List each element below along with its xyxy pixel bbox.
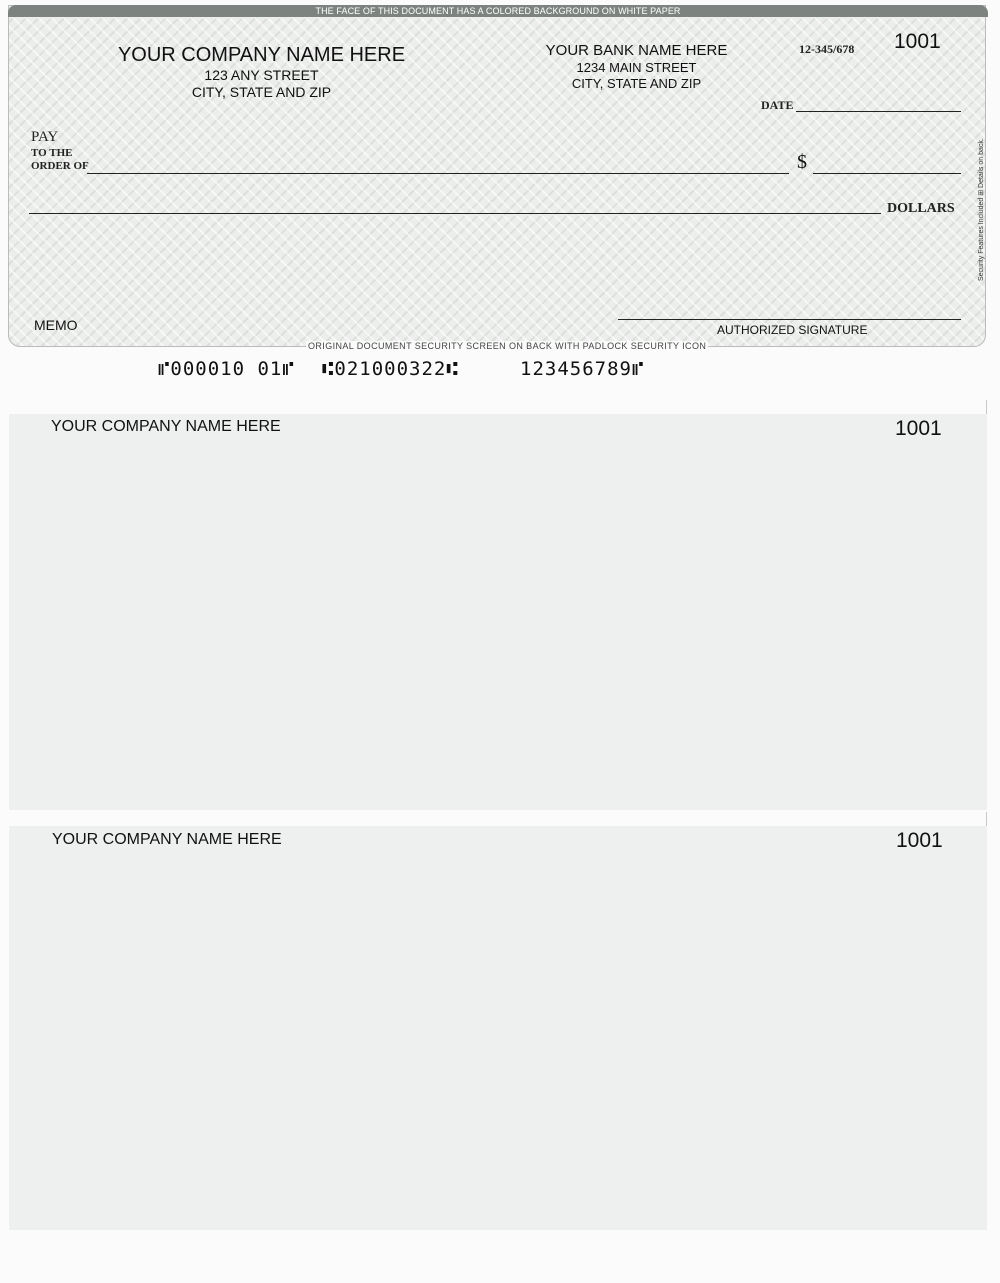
perforation-tick xyxy=(986,400,987,414)
bank-city: CITY, STATE AND ZIP xyxy=(571,76,702,91)
bank-street: 1234 MAIN STREET xyxy=(576,60,697,75)
date-line[interactable] xyxy=(796,111,961,112)
routing-fraction: 12-345/678 xyxy=(799,42,855,56)
company-city: CITY, STATE AND ZIP xyxy=(191,84,332,100)
stub-1-company-name: YOUR COMPANY NAME HERE xyxy=(51,418,281,435)
check-number: 1001 xyxy=(894,30,941,53)
memo-label: MEMO xyxy=(34,317,78,333)
original-document-notice: ORIGINAL DOCUMENT SECURITY SCREEN ON BACK WITH PADLOCK SECURITY ICON xyxy=(308,341,707,351)
payee-line[interactable] xyxy=(87,173,789,174)
pay-label: PAY xyxy=(31,129,59,145)
date-label: DATE xyxy=(761,98,794,112)
signature-label: AUTHORIZED SIGNATURE xyxy=(717,323,868,337)
written-amount-line[interactable] xyxy=(29,213,881,214)
company-name: YOUR COMPANY NAME HERE xyxy=(117,44,406,66)
dollars-label: DOLLARS xyxy=(887,201,955,216)
micr-account: 123456789⑈ xyxy=(520,358,645,380)
stub-1 xyxy=(9,414,987,810)
stub-1-check-number: 1001 xyxy=(895,417,942,440)
stub-2-check-number: 1001 xyxy=(896,829,943,852)
company-street: 123 ANY STREET xyxy=(204,67,319,83)
face-notice: THE FACE OF THIS DOCUMENT HAS A COLORED BACKGROUND ON WHITE PAPER xyxy=(315,6,681,16)
bank-name: YOUR BANK NAME HERE xyxy=(545,42,728,59)
stub-2-company-name: YOUR COMPANY NAME HERE xyxy=(52,831,282,848)
dollar-sign: $ xyxy=(797,151,807,173)
signature-line[interactable] xyxy=(618,319,961,320)
to-the-label: TO THE xyxy=(31,147,73,159)
check-face xyxy=(8,5,986,347)
order-of-label: ORDER OF xyxy=(31,160,89,172)
stub-2 xyxy=(9,826,987,1230)
amount-line[interactable] xyxy=(813,173,961,174)
micr-check-number: ⑈000010 01⑈ xyxy=(158,358,295,380)
micr-routing: ⑆021000322⑆ xyxy=(322,358,459,380)
perforation-tick xyxy=(986,812,987,826)
security-features-side-text: Security Features Included ⊞ Details on back. xyxy=(978,138,985,281)
